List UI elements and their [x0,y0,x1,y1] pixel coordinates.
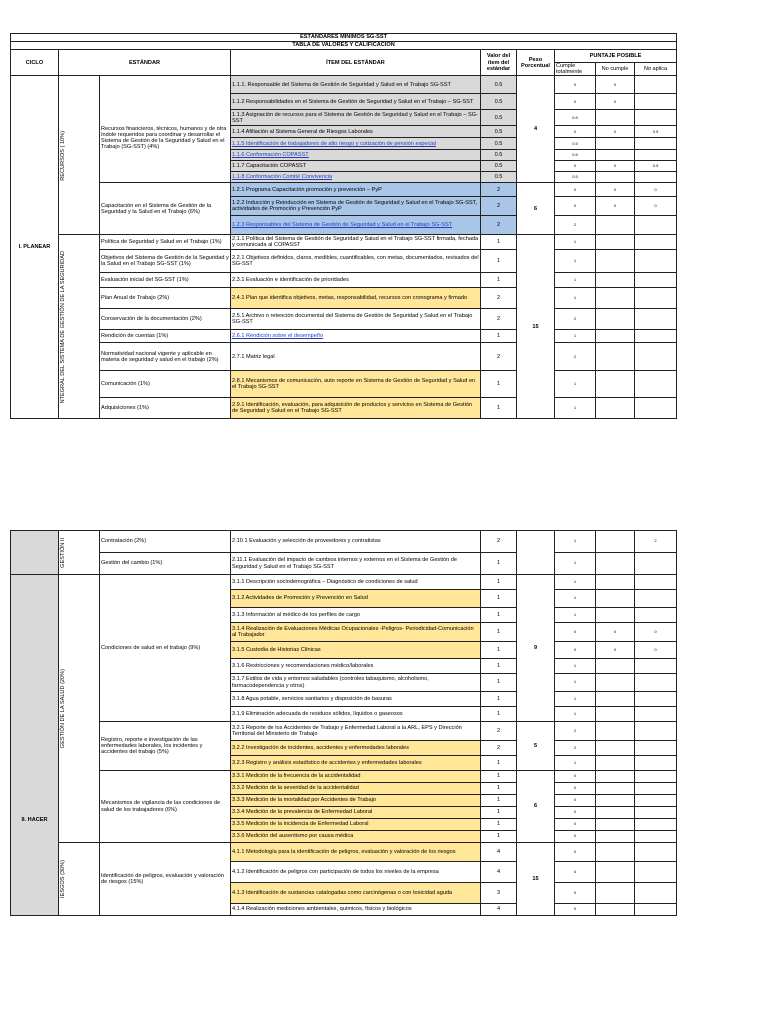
group-riesgos: IESGOS (30%) [59,843,100,916]
standard: Mecanismos de vigilancia de las condiciones de salud de los trabajadores (6%) [100,771,231,843]
table-row: 3.3.2 Medición de la severidad de la accidentalidad [231,783,481,795]
table-row-link[interactable]: 1.1.6 Conformación COPASST [232,152,309,159]
table-row: 2.7.1 Matriz legal [231,343,481,371]
group-recursos: RECURSOS ( 10%) [59,76,100,235]
table-row: 3.2.1 Reporte de los Accidentes de Trabajo y Enfermedad Laboral a la ARL, EPS y Dirección Territorial del Ministerio de Trabajo [231,722,481,741]
table-row: 4.1.2 Identificación de peligros con participación de todos los niveles de la empresa [231,862,481,883]
weight: 6 [517,183,555,235]
table-row: 3.1.5 Custodia de Historias Clínicas [231,642,481,659]
table-row: 3.1.8 Agua potable, servicios sanitarios y disposición de basuras [231,692,481,707]
standard: Objetivos del Sistema de Gestión de la Seguridad y la Salud en el Trabajo SG-SST (1%) [100,250,231,273]
ciclo-hacer: II. HACER [11,575,59,916]
table-title: ESTÁNDARES MÍNIMOS SG-SST [11,34,677,42]
weight: 5 [517,722,555,771]
table-row: 3.1.2 Actividades de Promoción y Prevención en Salud [231,590,481,608]
table-row: 2.9.1 Identificación, evaluación, para adquisición de productos y servicios en Sistema de Gestión de Seguridad y Salud en el Trabajo SG-SST [231,398,481,419]
col-nocumple: No cumple [596,63,635,76]
table-row-link[interactable]: 1.1.5 Identificación de trabajadores de alto riesgo y cotización de pensión especial [232,140,436,147]
standard: Gestión del cambio (1%) [100,553,231,575]
group-gestion-salud: GESTIÓN DE LA SALUD (20%) [59,575,100,843]
weight: 9 [517,575,555,722]
table-row: 3.3.5 Medición de la incidencia de Enfermedad Laboral [231,819,481,831]
table-row: 1.2.2 Inducción y Reinducción en Sistema de Gestión de Seguridad y Salud en el Trabajo SG-SST, actividades de Promoción y Prevención PyP [231,197,481,216]
table-row: 2.3.1 Evaluación e identificación de prioridades [231,273,481,288]
table-row: 3.3.4 Medición de la prevalencia de Enfermedad Laboral [231,807,481,819]
standard: Rendición de cuentas (1%) [100,330,231,343]
table-row: 3.3.1 Medición de la frecuencia de la accidentalidad [231,771,481,783]
table-subtitle: TABLA DE VALORES Y CALIFICACIÓN [11,42,677,50]
standard: Recursos financieros, técnicos, humanos y de otra índole requeridos para coordinar y desarrollar el Sistema de Gestión de la Seguridad y Salud en el Trabajo (SG-SST) (4%) [100,94,231,183]
standard: Identificación de peligros, evaluación y valoración de riesgos (15%) [100,843,231,916]
col-ciclo: CICLO [11,50,59,76]
table-row-link[interactable]: 1.1.8 Conformación Comité Convivencia [232,174,333,181]
standard: Adquisiciones (1%) [100,398,231,419]
col-item: ÍTEM DEL ESTÁNDAR [231,50,481,76]
col-puntaje: PUNTAJE POSIBLE [555,50,677,63]
table-row: 1.2.1 Programa Capacitación promoción y prevención – PyP [231,183,481,197]
ciclo-planear: I. PLANEAR [11,76,59,419]
col-cumple: Cumple totalmente [555,63,596,76]
table-row: 3.1.1 Descripción sociodemográfica – Diagnóstico de condiciones de salud [231,575,481,590]
table-row: 1.1.2 Responsabilidades en el Sistema de Gestión de Seguridad y Salud en el Trabajo – SG-SST [231,94,481,110]
standard: Contratación (2%) [100,531,231,553]
table-row: 1.1.7 Capacitación COPASST [231,161,481,172]
table-row: 1.1.3 Asignación de recursos para el Sistema de Gestión de Seguridad y Salud en el Trabajo – SG-SST [231,110,481,126]
weight: 6 [517,771,555,843]
standard: Registro, reporte e investigación de las enfermedades laborales, los incidentes y accidentes del trabajo (5%) [100,722,231,771]
col-peso: Peso Porcentual [517,50,555,76]
table-row: 2.2.1 Objetivos definidos, claros, medibles, cuantificables, con metas, documentados, revisados del SG-SST [231,250,481,273]
table-row: 4.1.4 Realización mediciones ambientales, químicos, físicos y biológicos [231,904,481,916]
table-row: 4.1.3 Identificación de sustancias catalogadas como carcinógenas o con toxicidad aguda [231,883,481,904]
table-row: 2.1.1 Política del Sistema de Gestión de Seguridad y Salud en el Trabajo SG-SST firmada, fechada y comunicada al COPASST [231,235,481,250]
weight: 15 [517,843,555,916]
table-row: 3.1.7 Estilos de vida y entornos saludables (controles tabaquismo, alcoholismo, farmacodependencia y otros) [231,674,481,692]
table-row: 2.5.1 Archivo o retención documental del Sistema de Gestión de Seguridad y Salud en el Trabajo SG-SST [231,309,481,330]
standard: Condiciones de salud en el trabajo (9%) [100,575,231,722]
group-gestion-ii: GESTIÓN II [59,531,100,575]
table-row: 2.11.1 Evaluación del impacto de cambios internos y externos en el Sistema de Gestión de Seguridad y Salud en el Trabajo SG-SST [231,553,481,575]
standard: Normatividad nacional vigente y aplicable en materia de seguridad y salud en el trabajo (2%) [100,343,231,371]
table-row: 3.1.6 Restricciones y recomendaciones médico/laborales [231,659,481,674]
standards-table-page2: GESTIÓN II Contratación (2%) 2.10.1 Evaluación y selección de proveedores y contratistas 2 1 2 Gestión del cambio (1%) 2.11.1 Evaluación del impacto de cambios internos y externos en el Sistema de Gestión de Seguridad y Salud en el Trabajo SG-SST 1 1 II. HACER GESTIÓN DE LA SALUD (20%) Condiciones de salud en el trabajo (9%) 3.1.1 Descripción sociodemográfica – Diagnóstico de condiciones de salud 1 9 1 3.1.2 Actividades de Promoción y Prevención en Salud 1 1 3.1.3 Información al médico de los perfiles de cargo 1 1 3.1.4 Realización de Evaluaciones Médicas Ocupacionales -Peligros- Periodicidad-Comunicación al Trabajador 1 0 0 0 3.1.5 Custodia de Historias Clínicas 1 0 0 0 3.1.6 Restricciones y recomendaciones médico/laborales 1 1 3.1.7 Estilos de vida y entornos saludables (controles tabaquismo, alcoholismo, farmacodependencia y otros) 1 1 3.1.8 Agua potable, servicios sanitarios y disposición de basuras 1 1 3.1.9 Eliminación adecuada de residuos sólidos, líquidos o gaseosos 1 1 Registro, reporte e investigación de las enfermedades laborales, los incidentes y accidentes del trabajo (5%) 3.2.1 Reporte de los Accidentes de Trabajo y Enfermedad Laboral a la ARL, EPS y Dirección Territorial del Ministerio de Trabajo 2 5 2 3.2.2 Investigación de incidentes, accidentes y enfermedades laborales 2 2 3.2.3 Registro y análisis estadístico de accidentes y enfermedades laborales 1 1 Mecanismos de vigilancia de las condiciones de salud de los trabajadores (6%) 3.3.1 Medición de la frecuencia de la accidentalidad 1 6 0 3.3.2 Medición de la severidad de la accidentalidad 1 0 3.3.3 Medición de la mortalidad por Accidentes de Trabajo 1 0 3.3.4 Medición de la prevalencia de Enfermedad Laboral 1 0 3.3.5 Medición de la incidencia de Enfermedad Laboral 1 0 3.3.6 Medición del ausentismo por causa médica 1 0 IESGOS (30%) Identificación de peligros, evaluación y valoración de riesgos (15%) 4.1.1 Metodología para la identificación de peligros, evaluación y valoración de los riesgos 4 15 0 4.1.2 Identificación de peligros con participación de todos los niveles de la empresa 4 4 4.1.3 Identificación de sustancias catalogadas como carcinógenas o con toxicidad aguda 3 0 4.1.4 Realización mediciones ambientales, químicos, físicos y biológicos 4 0 [10,530,677,916]
table-row: 3.2.3 Registro y análisis estadístico de accidentes y enfermedades laborales [231,756,481,771]
table-row: 1.1.4 Afiliación al Sistema General de Riesgos Laborales [231,126,481,138]
col-valor: Valor del ítem del estándar [481,50,517,76]
table-row: 2.8.1 Mecanismos de comunicación, auto reporte en Sistema de Gestión de Seguridad y Salud en el Trabajo SG-SST [231,371,481,398]
table-row: 2.10.1 Evaluación y selección de proveedores y contratistas [231,531,481,553]
standards-table-page1: ESTÁNDARES MÍNIMOS SG-SST TABLA DE VALORES Y CALIFICACIÓN CICLO ESTÁNDAR ÍTEM DEL ESTÁNDAR Valor del ítem del estándar Peso Porcentual PUNTAJE POSIBLE Cumple totalmente No cumple No aplica I. PLANEAR RECURSOS ( 10%) 1.1.1. Responsable del Sistema de Gestión de Seguridad y Salud en el Trabajo SG-SST 0.5 4 0 0 Recursos financieros, técnicos, humanos y de otra índole requeridos para coordinar y desarrollar el Sistema de Gestión de la Seguridad y Salud en el Trabajo (SG-SST) (4%) 1.1.2 Responsabilidades en el Sistema de Gestión de Seguridad y Salud en el Trabajo – SG-SST 0.5 0 0 1.1.3 Asignación de recursos para el Sistema de Gestión de Seguridad y Salud en el Trabajo – SG-SST 0.5 0.5 1.1.4 Afiliación al Sistema General de Riesgos Laborales 0.5 0 0 0.5 1.1.5 Identificación de trabajadores de alto riesgo y cotización de pensión especial 0.5 0.5 1.1.6 Conformación COPASST 0.5 0.5 1.1.7 Capacitación COPASST 0.5 0 0 0.5 1.1.8 Conformación Comité Convivencia 0.5 0.5 Capacitación en el Sistema de Gestión de la Seguridad y la Salud en el Trabajo (6%) 1.2.1 Programa Capacitación promoción y prevención – PyP 2 6 0 0 0 1.2.2 Inducción y Reinducción en Sistema de Gestión de Seguridad y Salud en el Trabajo SG-SST, actividades de Promoción y Prevención PyP 2 0 0 0 1.2.3 Responsables del Sistema de Gestión de Seguridad y Salud en el Trabajo SG-SST 2 2 NTEGRAL DEL SISTEMA DE GESTIÓN DE LA SEGURIDAD Política de Seguridad y Salud en el Trabajo (1%) 2.1.1 Política del Sistema de Gestión de Seguridad y Salud en el Trabajo SG-SST firmada, fechada y comunicada al COPASST 1 15 1 Objetivos del Sistema de Gestión de la Seguridad y la Salud en el Trabajo SG-SST (1%) 2.2.1 Objetivos definidos, claros, medibles, cuantificables, con metas, documentados, revisados del SG-SST 1 1 Evaluación inicial del SG-SST (1%) 2.3.1 Evaluación e identificación de prioridades 1 1 Plan Anual de Trabajo (2%) 2.4.1 Plan que identifica objetivos, metas, responsabilidad, recursos con cronograma y firmado 2 1 Conservación de la documentación (2%) 2.5.1 Archivo o retención documental del Sistema de Gestión de Seguridad y Salud en el Trabajo SG-SST 2 2 Rendición de cuentas (1%) 2.6.1 Rendición sobre el desempeño 1 1 Normatividad nacional vigente y aplicable en materia de seguridad y salud en el trabajo (2%) 2.7.1 Matriz legal 2 2 Comunicación (1%) 2.8.1 Mecanismos de comunicación, auto reporte en Sistema de Gestión de Seguridad y Salud en el Trabajo SG-SST 1 1 Adquisiciones (1%) 2.9.1 Identificación, evaluación, para adquisición de productos y servicios en Sistema de Gestión de Seguridad y Salud en el Trabajo SG-SST 1 1 [10,33,677,419]
standard: Comunicación (1%) [100,371,231,398]
col-estandar: ESTÁNDAR [59,50,231,76]
table-row: 4.1.1 Metodología para la identificación de peligros, evaluación y valoración de los riesgos [231,843,481,862]
table-row: 1.1.1. Responsable del Sistema de Gestión de Seguridad y Salud en el Trabajo SG-SST [231,76,481,94]
standard: Conservación de la documentación (2%) [100,309,231,330]
table-row: 3.2.2 Investigación de incidentes, accidentes y enfermedades laborales [231,741,481,756]
table-row-link[interactable]: 2.6.1 Rendición sobre el desempeño [232,333,324,340]
table-row: 3.3.3 Medición de la mortalidad por Accidentes de Trabajo [231,795,481,807]
standard: Política de Seguridad y Salud en el Trabajo (1%) [100,235,231,250]
col-noaplica: No aplica [635,63,677,76]
table-row: 3.1.9 Eliminación adecuada de residuos sólidos, líquidos o gaseosos [231,707,481,722]
table-row: 2.4.1 Plan que identifica objetivos, metas, responsabilidad, recursos con cronograma y firmado [231,288,481,309]
weight: 4 [517,76,555,183]
table-row: 3.1.3 Información al médico de los perfiles de cargo [231,608,481,623]
group-gestion-integral: NTEGRAL DEL SISTEMA DE GESTIÓN DE LA SEGURIDAD [59,235,100,419]
standard: Evaluación inicial del SG-SST (1%) [100,273,231,288]
standard: Plan Anual de Trabajo (2%) [100,288,231,309]
standard: Capacitación en el Sistema de Gestión de la Seguridad y la Salud en el Trabajo (6%) [100,183,231,235]
weight: 15 [517,235,555,419]
table-row: 3.3.6 Medición del ausentismo por causa médica [231,831,481,843]
table-row-link[interactable]: 1.2.3 Responsables del Sistema de Gestión de Seguridad y Salud en el Trabajo SG-SST [232,222,453,229]
table-row: 3.1.4 Realización de Evaluaciones Médicas Ocupacionales -Peligros- Periodicidad-Comunicación al Trabajador [231,623,481,642]
